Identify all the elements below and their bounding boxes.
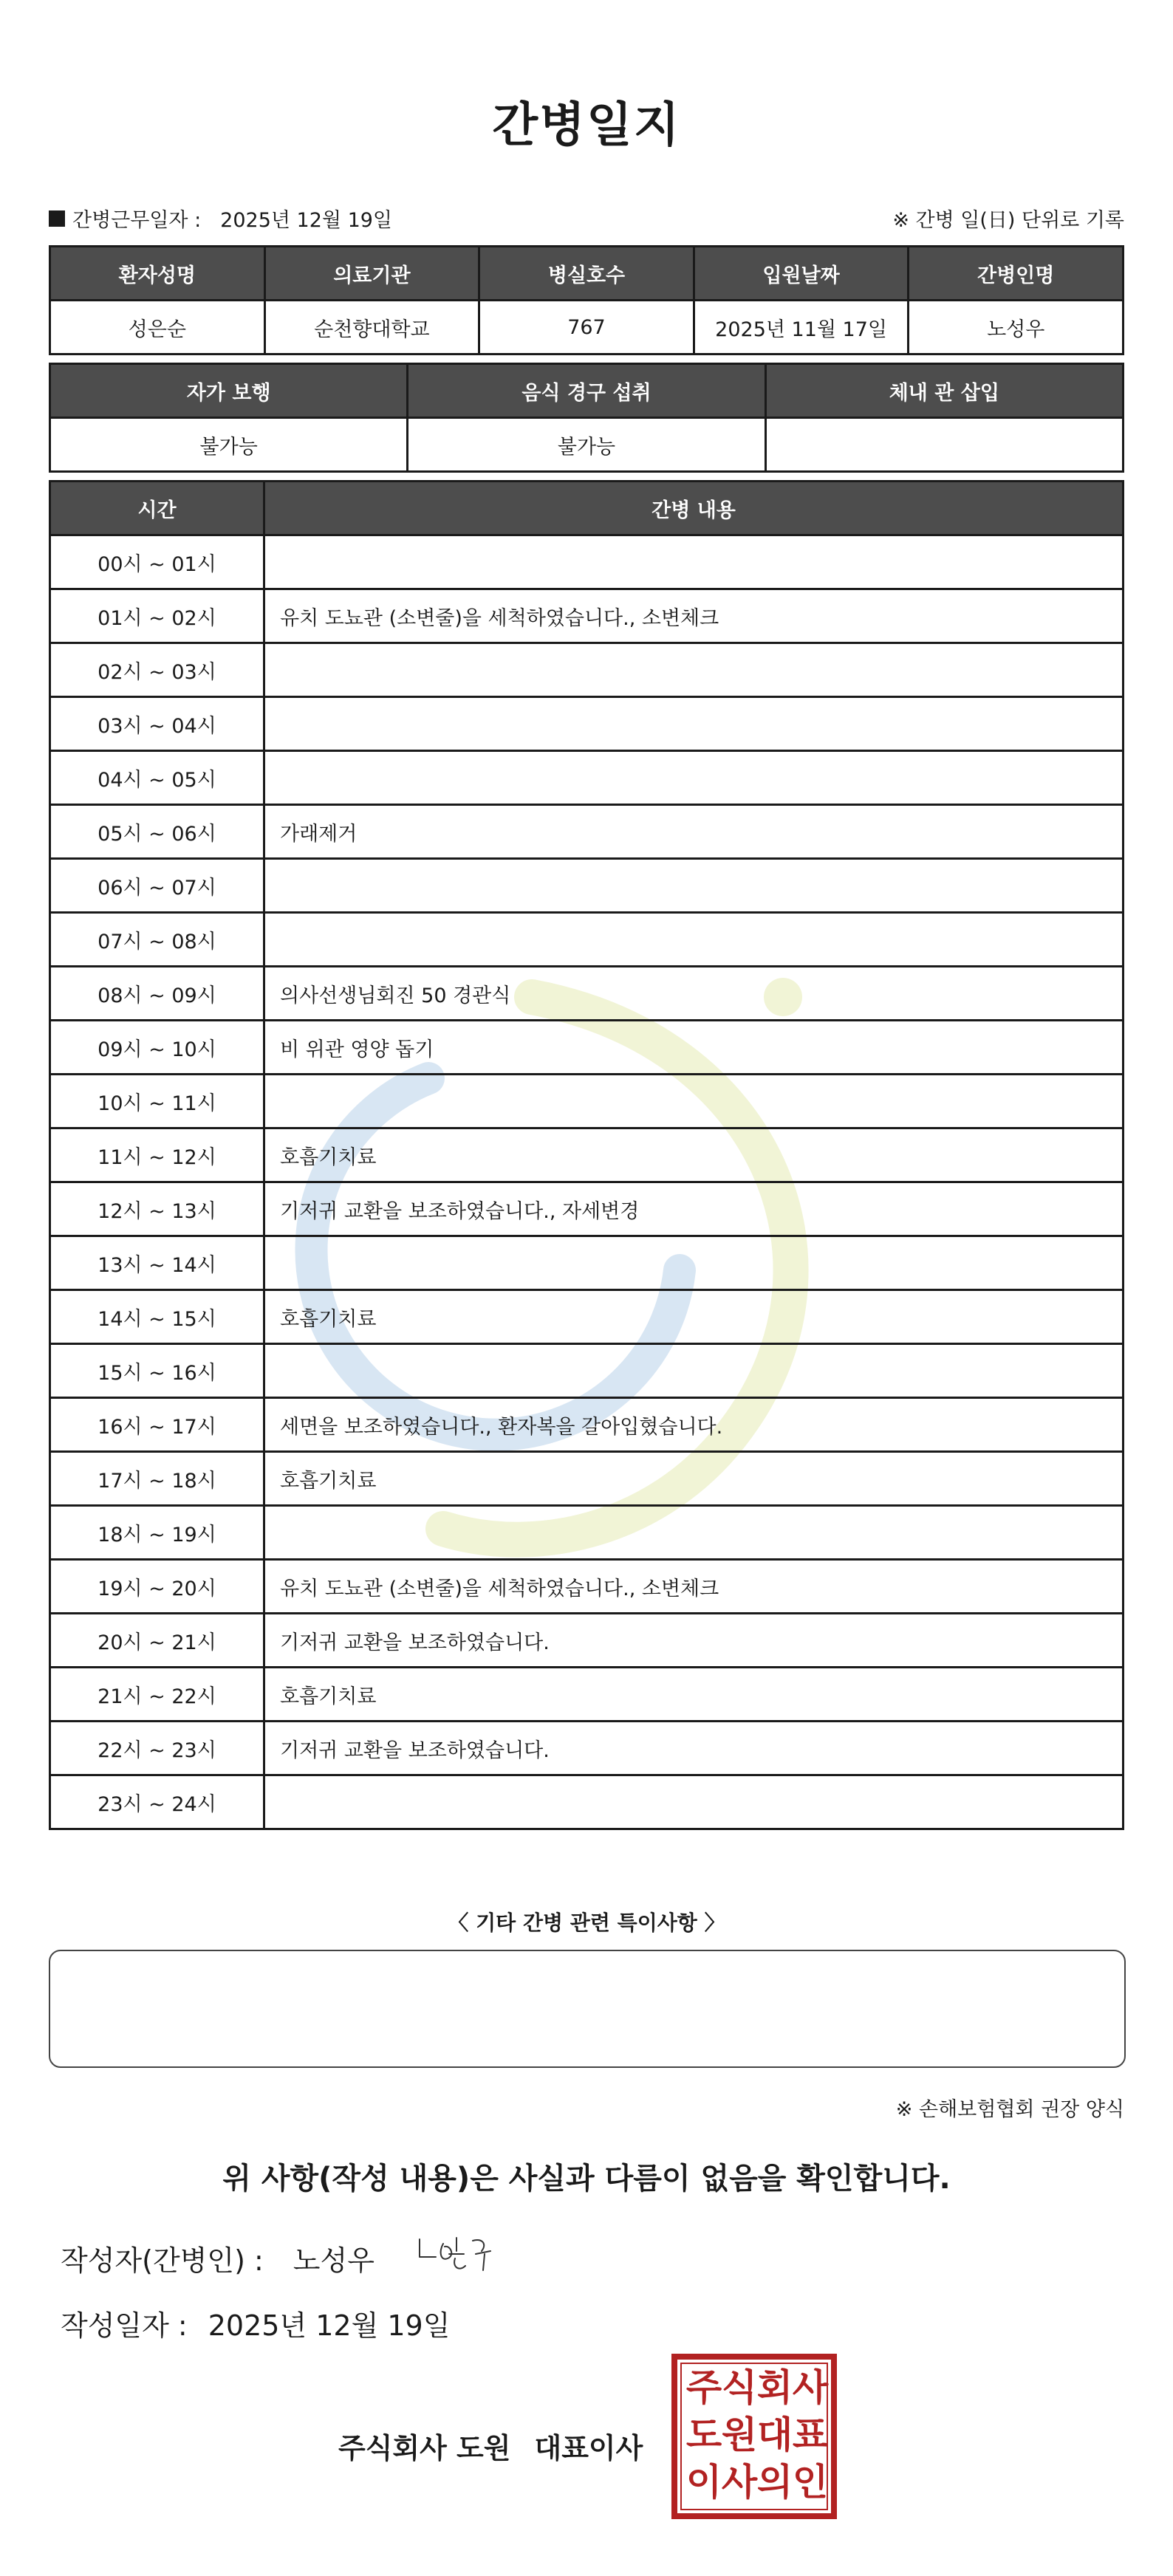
care-log-row xyxy=(50,1452,1124,1506)
status-header-row xyxy=(50,364,1124,418)
confirmation-statement: 위 사항(작성 내용)은 사실과 다름이 없음을 확인합니다. xyxy=(222,2162,951,2196)
care-content-cell xyxy=(264,1775,1124,1829)
care-log-row xyxy=(50,913,1124,967)
seal-glyph: 도 xyxy=(685,2414,722,2456)
time-slot-cell: 22시 ~ 23시 xyxy=(50,1722,264,1775)
handwritten-signature xyxy=(414,2229,502,2281)
time-slot-cell: 19시 ~ 20시 xyxy=(50,1560,264,1614)
care-content-cell xyxy=(264,535,1124,589)
care-log-header-row xyxy=(50,482,1124,535)
care-log-row xyxy=(50,751,1124,805)
care-log-row xyxy=(50,643,1124,697)
care-content-cell: 호흡기치료 xyxy=(264,1452,1124,1506)
care-content-cell: 의사선생님회진 50 경관식 xyxy=(264,967,1124,1021)
care-log-row xyxy=(50,589,1124,643)
time-slot-cell: 20시 ~ 21시 xyxy=(50,1614,264,1668)
seal-glyph: 대 xyxy=(756,2414,793,2456)
time-slot-cell: 10시 ~ 11시 xyxy=(50,1075,264,1128)
care-content-cell xyxy=(264,859,1124,913)
care-content-cell: 세면을 보조하였습니다., 환자복을 갈아입혔습니다. xyxy=(264,1398,1124,1452)
seal-glyph: 사 xyxy=(792,2366,829,2409)
remarks-title: 〈 기타 간병 관련 특이사항 〉 xyxy=(448,1911,725,1935)
patient-status-table xyxy=(49,363,1124,473)
seal-glyph: 사 xyxy=(721,2461,758,2504)
care-content-cell: 가래제거 xyxy=(264,805,1124,859)
time-slot-cell: 09시 ~ 10시 xyxy=(50,1021,264,1075)
work-date-label: 간병근무일자 : xyxy=(72,209,202,232)
time-slot-cell: 06시 ~ 07시 xyxy=(50,859,264,913)
patient-value-cell-2: 767 xyxy=(479,301,694,354)
writer-name: 노성우 xyxy=(293,2244,375,2277)
work-date-value: 2025년 12월 19일 xyxy=(220,209,393,232)
care-log-row xyxy=(50,1021,1124,1075)
seal-glyph: 이 xyxy=(685,2461,722,2504)
care-log-row xyxy=(50,1398,1124,1452)
patient-value-cell-0: 성은순 xyxy=(50,301,265,354)
care-content-cell: 기저귀 교환을 보조하였습니다., 자세변경 xyxy=(264,1182,1124,1236)
care-content-cell: 기저귀 교환을 보조하였습니다. xyxy=(264,1722,1124,1775)
care-content-cell: 호흡기치료 xyxy=(264,1290,1124,1344)
square-bullet-icon xyxy=(49,210,65,227)
care-content-cell xyxy=(264,1236,1124,1290)
time-slot-cell: 04시 ~ 05시 xyxy=(50,751,264,805)
status-header-cell-2: 체내 관 삽입 xyxy=(765,364,1123,418)
content-column-header: 간병 내용 xyxy=(264,482,1124,535)
patient-header-cell-4: 간병인명 xyxy=(909,247,1124,301)
patient-header-cell-3: 입원날짜 xyxy=(694,247,909,301)
seal-glyph: 원 xyxy=(721,2414,758,2456)
care-content-cell xyxy=(264,1506,1124,1560)
time-slot-cell: 08시 ~ 09시 xyxy=(50,967,264,1021)
status-value-cell-0: 불가능 xyxy=(50,418,408,472)
status-header-cell-1: 음식 경구 섭취 xyxy=(408,364,765,418)
care-log-row xyxy=(50,967,1124,1021)
written-date-line xyxy=(61,2303,450,2343)
care-content-cell xyxy=(264,1344,1124,1398)
care-content-cell: 유치 도뇨관 (소변줄)을 세척하였습니다., 소변체크 xyxy=(264,1560,1124,1614)
time-slot-cell: 13시 ~ 14시 xyxy=(50,1236,264,1290)
company-representative: 대표이사 xyxy=(534,2432,643,2464)
care-content-cell xyxy=(264,697,1124,751)
written-date-value: 2025년 12월 19일 xyxy=(208,2309,451,2342)
care-log-row xyxy=(50,1236,1124,1290)
care-log-row xyxy=(50,1722,1124,1775)
care-log-row xyxy=(50,1344,1124,1398)
seal-glyph: 의 xyxy=(756,2461,793,2504)
company-name: 주식회사 도원 xyxy=(338,2432,511,2464)
care-log-table xyxy=(49,480,1124,1830)
patient-header-cell-1: 의료기관 xyxy=(264,247,479,301)
remarks-box xyxy=(49,1950,1126,2068)
time-slot-cell: 05시 ~ 06시 xyxy=(50,805,264,859)
time-slot-cell: 23시 ~ 24시 xyxy=(50,1775,264,1829)
patient-info-table xyxy=(49,245,1124,355)
form-note: ※ 손해보험협회 권장 양식 xyxy=(895,2098,1124,2121)
care-log-row xyxy=(50,1182,1124,1236)
care-log-row xyxy=(50,1614,1124,1668)
care-log-row xyxy=(50,535,1124,589)
time-slot-cell: 02시 ~ 03시 xyxy=(50,643,264,697)
written-date-label: 작성일자 : xyxy=(61,2309,188,2342)
time-slot-cell: 11시 ~ 12시 xyxy=(50,1128,264,1182)
care-log-row xyxy=(50,805,1124,859)
patient-value-cell-4: 노성우 xyxy=(909,301,1124,354)
care-content-cell: 비 위관 영양 돕기 xyxy=(264,1021,1124,1075)
time-slot-cell: 17시 ~ 18시 xyxy=(50,1452,264,1506)
care-content-cell xyxy=(264,643,1124,697)
time-slot-cell: 15시 ~ 16시 xyxy=(50,1344,264,1398)
time-slot-cell: 12시 ~ 13시 xyxy=(50,1182,264,1236)
status-value-cell-2 xyxy=(765,418,1123,472)
patient-value-cell-3: 2025년 11월 17일 xyxy=(694,301,909,354)
patient-value-cell-1: 순천향대학교 xyxy=(264,301,479,354)
seal-glyph: 주 xyxy=(685,2366,722,2409)
patient-value-row xyxy=(50,301,1124,354)
time-slot-cell: 07시 ~ 08시 xyxy=(50,913,264,967)
time-slot-cell: 14시 ~ 15시 xyxy=(50,1290,264,1344)
time-slot-cell: 21시 ~ 22시 xyxy=(50,1668,264,1722)
care-log-row xyxy=(50,1668,1124,1722)
status-value-row xyxy=(50,418,1124,472)
care-content-cell: 호흡기치료 xyxy=(264,1128,1124,1182)
care-content-cell xyxy=(264,913,1124,967)
care-log-row xyxy=(50,1128,1124,1182)
unit-note: ※ 간병 일(日) 단위로 기록 xyxy=(892,209,1124,232)
writer-label: 작성자(간병인) : xyxy=(61,2244,264,2277)
time-column-header: 시간 xyxy=(50,482,264,535)
seal-glyph: 표 xyxy=(792,2414,829,2456)
care-log-row xyxy=(50,1075,1124,1128)
time-slot-cell: 16시 ~ 17시 xyxy=(50,1398,264,1452)
company-signoff xyxy=(338,2425,643,2466)
care-content-cell: 호흡기치료 xyxy=(264,1668,1124,1722)
status-value-cell-1: 불가능 xyxy=(408,418,765,472)
care-log-row xyxy=(50,1560,1124,1614)
care-content-cell xyxy=(264,1075,1124,1128)
seal-glyph: 식 xyxy=(721,2366,758,2409)
care-log-row xyxy=(50,859,1124,913)
care-content-cell xyxy=(264,751,1124,805)
care-log-row xyxy=(50,1506,1124,1560)
company-seal-stamp xyxy=(671,2353,838,2520)
patient-header-cell-2: 병실호수 xyxy=(479,247,694,301)
care-log-row xyxy=(50,1290,1124,1344)
patient-header-cell-0: 환자성명 xyxy=(50,247,265,301)
time-slot-cell: 00시 ~ 01시 xyxy=(50,535,264,589)
patient-header-row xyxy=(50,247,1124,301)
care-log-row xyxy=(50,1775,1124,1829)
writer-line xyxy=(61,2238,375,2278)
work-date-line xyxy=(49,204,392,233)
care-content-cell: 기저귀 교환을 보조하였습니다. xyxy=(264,1614,1124,1668)
care-log-row xyxy=(50,697,1124,751)
status-header-cell-0: 자가 보행 xyxy=(50,364,408,418)
care-content-cell: 유치 도뇨관 (소변줄)을 세척하였습니다., 소변체크 xyxy=(264,589,1124,643)
time-slot-cell: 01시 ~ 02시 xyxy=(50,589,264,643)
time-slot-cell: 18시 ~ 19시 xyxy=(50,1506,264,1560)
seal-glyph: 인 xyxy=(792,2461,829,2504)
seal-glyph: 회 xyxy=(756,2366,793,2409)
time-slot-cell: 03시 ~ 04시 xyxy=(50,697,264,751)
document-title: 간병일지 xyxy=(492,98,681,153)
